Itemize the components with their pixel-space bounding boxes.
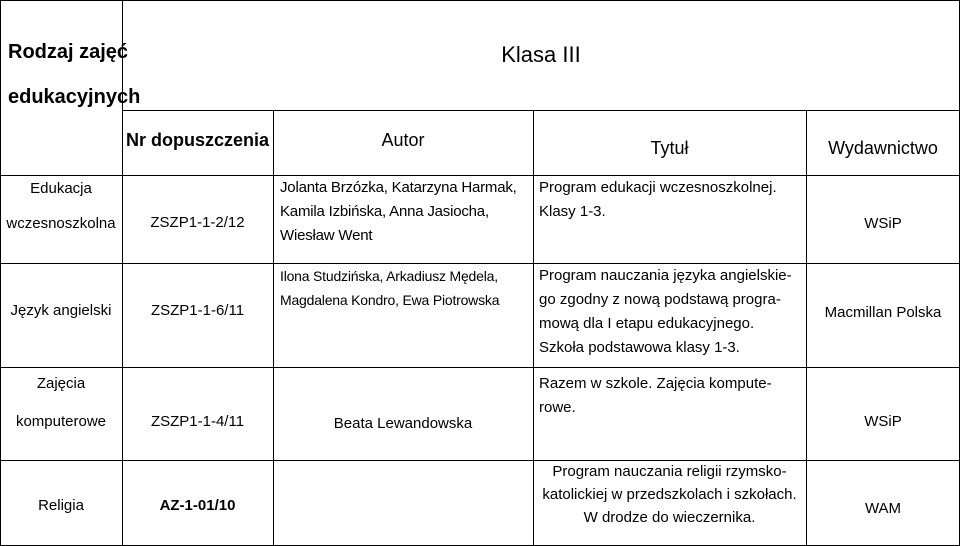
row1-autor-line1: Jolanta Brzózka, Katarzyna Harmak,	[280, 179, 517, 196]
row2-tytul-line1: Program nauczania języka angielskie-	[539, 267, 792, 284]
header-rodzaj-line1: Rodzaj zajęć	[8, 41, 129, 63]
header-klasa: Klasa III	[501, 42, 581, 67]
row2-tytul-line4: Szkoła podstawowa klasy 1-3.	[539, 339, 740, 356]
row3-wyd: WSiP	[864, 413, 902, 430]
row4-wyd: WAM	[864, 500, 902, 517]
row1-nr: ZSZP1-1-2/12	[150, 214, 245, 231]
row2-rodzaj: Język angielski	[10, 302, 112, 319]
row4-tytul-line1: Program nauczania religii rzymsko-	[552, 463, 787, 480]
row3-tytul-line2: rowe.	[539, 399, 576, 416]
header-tytul: Tytuł	[650, 138, 689, 158]
row3-nr: ZSZP1-1-4/11	[150, 413, 245, 430]
row1-autor-line2: Kamila Izbińska, Anna Jasiocha,	[280, 203, 489, 220]
row2-tytul-line2: go zgodny z nową podstawą progra-	[539, 291, 781, 308]
row1-rodzaj-line1: Edukacja	[30, 180, 92, 197]
header-autor: Autor	[381, 130, 425, 150]
row3-rodzaj-line2: komputerowe	[15, 413, 107, 430]
row2-wyd: Macmillan Polska	[824, 304, 942, 321]
row2-autor-line1: Ilona Studzińska, Arkadiusz Mędela,	[280, 268, 498, 284]
header-nr: Nr dopuszczenia	[125, 130, 270, 150]
row1-rodzaj-line2: wczesnoszkolna	[6, 215, 116, 232]
row3-autor: Beata Lewandowska	[333, 415, 473, 432]
row2-tytul-line3: mową dla I etapu edukacyjnego.	[539, 315, 755, 332]
row1-autor-line3: Wiesław Went	[280, 227, 373, 244]
row1-tytul-line2: Klasy 1-3.	[539, 203, 606, 220]
row2-nr: ZSZP1-1-6/11	[150, 302, 245, 319]
row4-tytul-line3: W drodze do wieczernika.	[583, 509, 756, 526]
row4-nr: AZ-1-01/10	[159, 497, 236, 514]
row1-wyd: WSiP	[864, 215, 902, 232]
row1-tytul-line1: Program edukacji wczesnoszkolnej.	[539, 179, 777, 196]
row3-tytul-line1: Razem w szkole. Zajęcia kompute-	[539, 375, 772, 392]
header-wyd: Wydawnictwo	[828, 138, 938, 158]
row4-rodzaj: Religia	[38, 497, 84, 514]
header-rodzaj-line2: edukacyjnych	[8, 86, 141, 108]
row3-rodzaj-line1: Zajęcia	[36, 375, 86, 392]
row2-autor-line2: Magdalena Kondro, Ewa Piotrowska	[280, 292, 500, 308]
row4-tytul-line2: katolickiej w przedszkolach i szkołach.	[542, 486, 797, 503]
